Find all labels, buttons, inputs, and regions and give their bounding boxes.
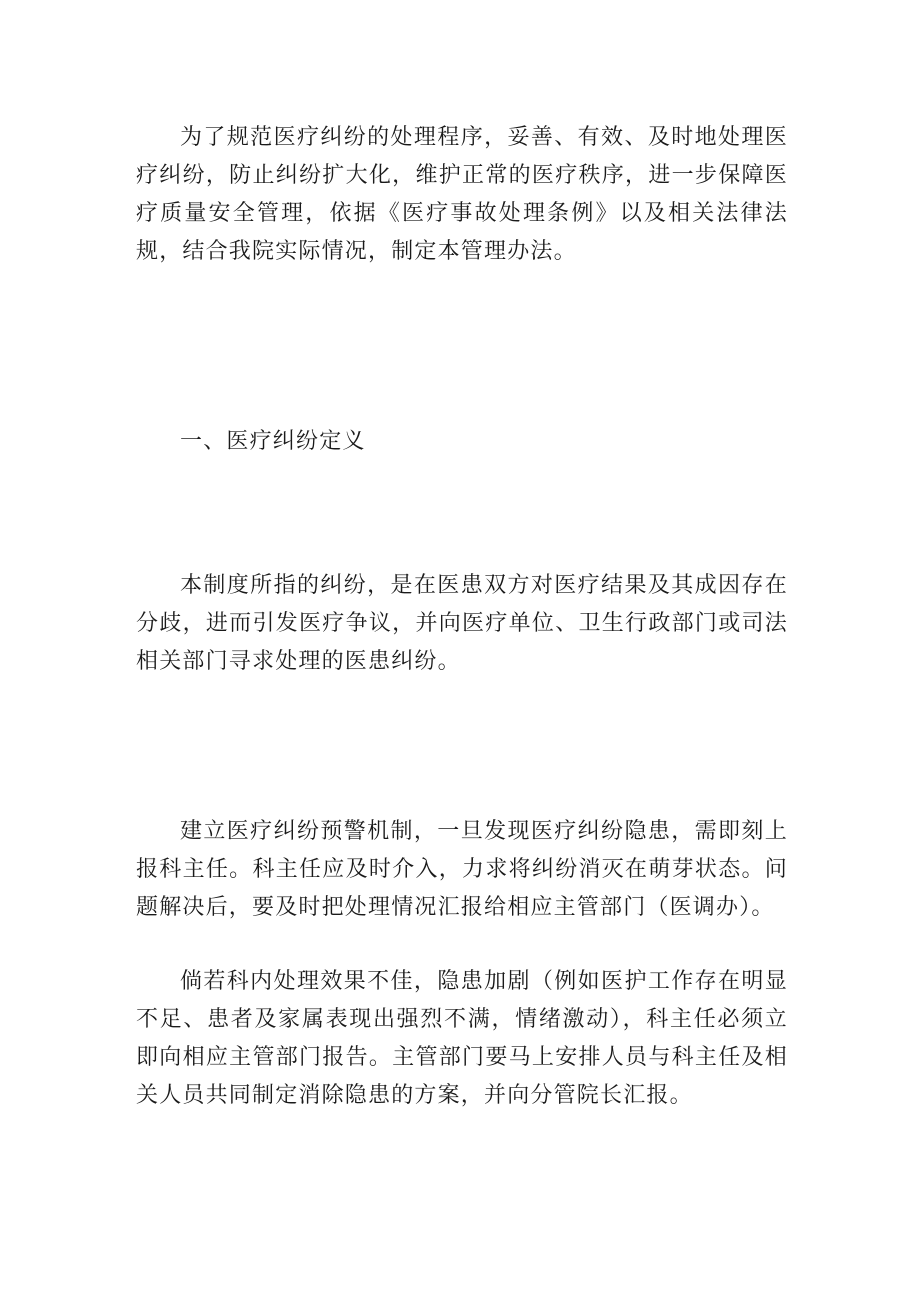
definition-paragraph: 本制度所指的纠纷，是在医患双方对医疗结果及其成因存在分歧，进而引发医疗争议，并向医疗单位、卫生行政部门或司法相关部门寻求处理的医患纠纷。	[136, 573, 788, 674]
warning-mechanism-paragraph: 建立医疗纠纷预警机制，一旦发现医疗纠纷隐患，需即刻上报科主任。科主任应及时介入，力求将纠纷消灭在萌芽状态。问题解决后，要及时把处理情况汇报给相应主管部门（医调办）。	[136, 819, 788, 920]
escalation-paragraph: 倘若科内处理效果不佳，隐患加剧（例如医护工作存在明显不足、患者及家属表现出强烈不满，情绪激动），科主任必须立即向相应主管部门报告。主管部门要马上安排人员与科主任及相关人员共同制定消除隐患的方案，并向分管院长汇报。	[136, 969, 788, 1108]
section-heading-definition: 一、医疗纠纷定义	[180, 429, 366, 454]
intro-paragraph: 为了规范医疗纠纷的处理程序，妥善、有效、及时地处理医疗纠纷，防止纠纷扩大化，维护正常的医疗秩序，进一步保障医疗质量安全管理，依据《医疗事故处理条例》以及相关法律法规，结合我院实际情况，制定本管理办法。	[136, 125, 788, 264]
